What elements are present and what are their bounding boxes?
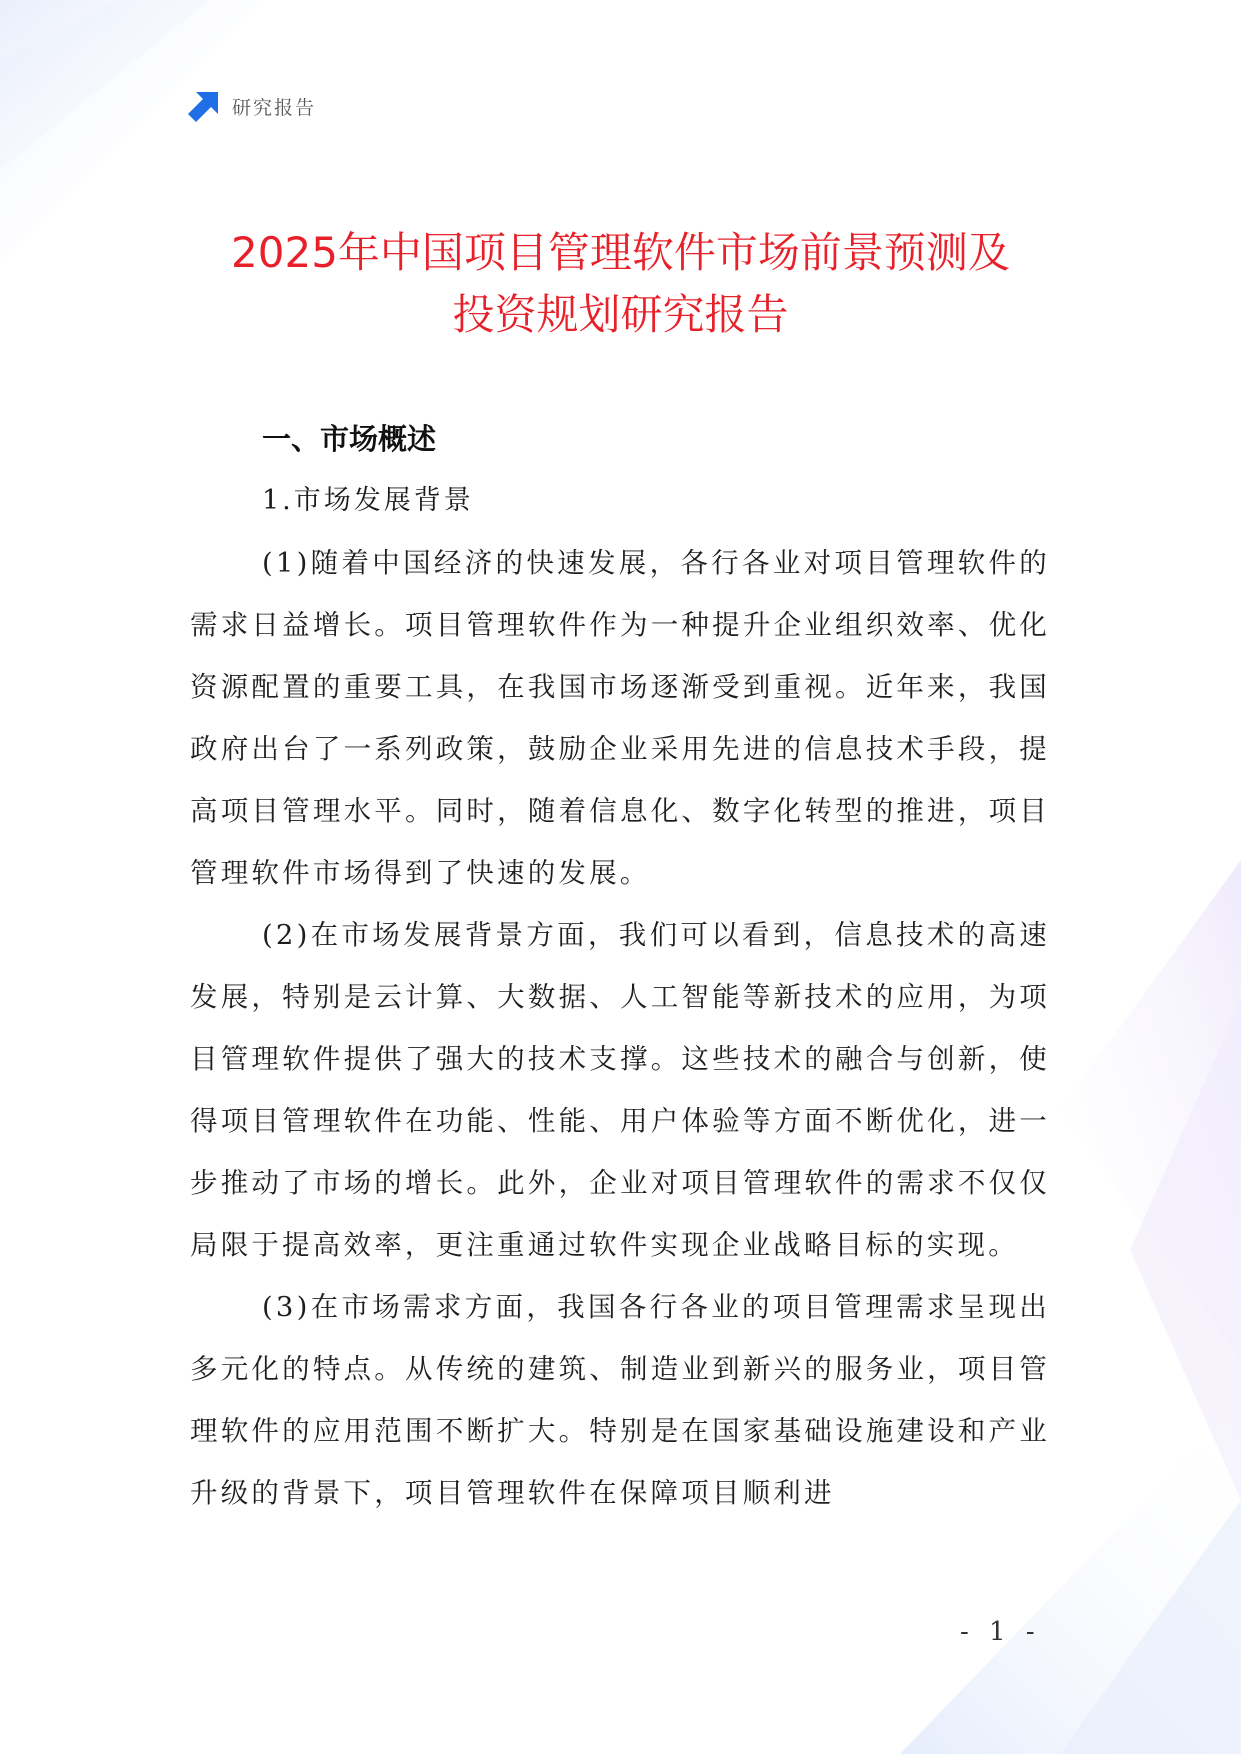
paragraph-2: (2)在市场发展背景方面，我们可以看到，信息技术的高速发展，特别是云计算、大数据、人工智能等新技术的应用，为项目管理软件提供了强大的技术支撑。这些技术的融合与创新，使得项目管理软件在功能、性能、用户体验等方面不断优化，进一步推动了市场的增长。此外，企业对项目管理软件的需求不仅仅局限于提高效率，更注重通过软件实现企业战略目标的实现。 — [190, 919, 1050, 1261]
page-number: - 1 - — [960, 1617, 1041, 1647]
report-body — [190, 412, 1050, 1524]
section-heading: 一、市场概述 — [262, 422, 437, 456]
sub-heading: 1.市场发展背景 — [262, 485, 474, 516]
report-title-line-2: 投资规划研究报告 — [452, 290, 789, 339]
report-title-line-1: 2025年中国项目管理软件市场前景预测及 — [231, 228, 1010, 277]
report-title — [160, 222, 1081, 346]
paragraph-1: (1)随着中国经济的快速发展，各行各业对项目管理软件的需求日益增长。项目管理软件作为一种提升企业组织效率、优化资源配置的重要工具，在我国市场逐渐受到重视。近年来，我国政府出台了一系列政策，鼓励企业采用先进的信息技术手段，提高项目管理水平。同时，随着信息化、数字化转型的推进，项目管理软件市场得到了快速的发展。 — [190, 547, 1050, 889]
report-header — [188, 90, 316, 122]
paragraph-3: (3)在市场需求方面，我国各行各业的项目管理需求呈现出多元化的特点。从传统的建筑、制造业到新兴的服务业，项目管理软件的应用范围不断扩大。特别是在国家基础设施建设和产业升级的背景下，项目管理软件在保障项目顺利进 — [190, 1291, 1050, 1509]
arrow-up-right-icon — [188, 90, 220, 122]
header-label: 研究报告 — [232, 96, 317, 119]
